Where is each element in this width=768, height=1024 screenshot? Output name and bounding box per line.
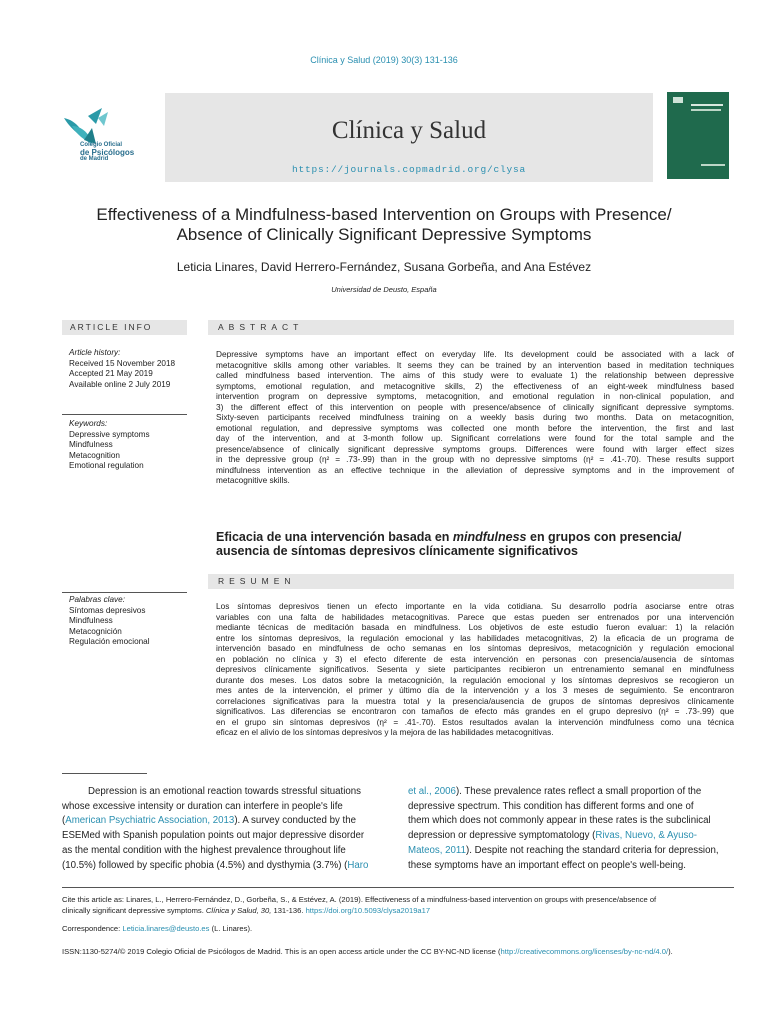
issn-license: ISSN:1130-5274/© 2019 Colegio Oficial de Psicólogos de Madrid. This is an open access article under the CC BY-NC-ND license (http://creativecommons.org/licenses/by-nc-nd/4.0/). bbox=[62, 947, 673, 956]
body-left-column: Depression is an emotional reaction towards stressful situations whose excessive intensity or duration can interfere in people's life (American Psychiatric Association, 2013). A survey conducted by the ESEMed with Spanish population points out major depressive disorder as the mental condition with the highest prevalence throughout life (10.5%) followed by specific phobia (4.5%) and dysthymia (3.7%) (Haro bbox=[62, 786, 369, 871]
abstract-header: ABSTRACT bbox=[208, 320, 734, 335]
citation-link[interactable]: et al., 2006 bbox=[408, 786, 456, 797]
divider bbox=[62, 887, 734, 888]
cite-as: Cite this article as: Linares, L., Herrero-Fernández, D., Gorbeña, S., & Estévez, A. (2019). Effectiveness of a mindfulness-based intervention on groups with presence/absence of clinically significant depressive symptoms. Clínica y Salud, 30, 131-136. https://doi.org/10.5093/clysa2019a17 bbox=[62, 895, 657, 915]
spanish-title: Eficacia de una intervención basada en mindfulness en grupos con presencia/ ausencia de síntomas depresivos clínicamente significativos bbox=[216, 530, 682, 558]
logo-text: Colegio Oficial de Psicólogos de Madrid bbox=[80, 142, 135, 162]
citation-link[interactable]: Mateos, 2011 bbox=[408, 844, 466, 856]
license-link[interactable]: http://creativecommons.org/licenses/by-nc-nd/4.0/ bbox=[500, 947, 669, 956]
citation-link[interactable]: Haro bbox=[347, 859, 369, 871]
citation-link[interactable]: Rivas, Nuevo, & Ayuso- bbox=[595, 830, 697, 842]
divider bbox=[62, 773, 147, 774]
correspondence: Correspondence: Leticia.linares@deusto.es (L. Linares). bbox=[62, 924, 253, 933]
palabras-clave: Palabras clave: Síntomas depresivos Mindfulness Metacognición Regulación emocional bbox=[69, 595, 150, 646]
article-title: Effectiveness of a Mindfulness-based Intervention on Groups with Presence/ Absence of Clinically Significant Depressive Symptoms bbox=[96, 205, 672, 244]
resumen-text: Los síntomas depresivos tienen un efecto importante en la vida cotidiana. Su desarrollo podría asociarse entre otras variables con una falta de habilidades metacognitivas. Parece que estas pueden ser entrenados por una intervención mediante técnicas de meditación basada en mindfulness. Los objetivos de este estudio fueron evaluar: 1) la relación entre los síntomas depresivos, la regulación emocional y las habilidades metacognitivas, 2) la eficacia de un programa de intervención basado en mindfulness de ocho semanas en los síntomas depresivos, metacognición y regulación emocional en población no clínica y 3) el efecto diferente de esta intervención en personas con presencia/ausencia de síntomas depresivos clínicamente significativos. Sesenta y siete participantes recibieron un entrenamiento semanal en mindfulness durante dos meses. Los datos sobre la metacognición, la regulación emocional y los síntomas depresivos se recogieron un mes antes de la intervención, el primer y último día de la intervención y a los 3 meses de seguimiento. Se encontraron correlaciones significativas para la muestra total y la presencia/ausencia de grupos de síntomas depresivos clínicamente significativos. Las diferencias se encontraron con tamaños de efecto más grandes en el grupo depresivo (η² = .73-.99) que en el grupo sin síntomas depresivos (η² = .41-.70). Estos resultados avalan la intervención mindfulness como una técnica eficaz en el alivio de los síntomas depresivos y la mejora de las habilidades metacognitivas. bbox=[216, 601, 734, 737]
citation-link[interactable]: American Psychiatric Association, 2013 bbox=[65, 815, 235, 827]
journal-url[interactable]: https://journals.copmadrid.org/clysa bbox=[291, 164, 527, 175]
journal-cover-image bbox=[667, 92, 729, 179]
divider bbox=[62, 592, 187, 593]
authors: Leticia Linares, David Herrero-Fernández, Susana Gorbeña, and Ana Estévez bbox=[176, 260, 592, 274]
article-info-header: ARTICLE INFO bbox=[62, 320, 187, 335]
email-link[interactable]: Leticia.linares@deusto.es bbox=[122, 924, 210, 933]
keywords: Keywords: Depressive symptoms Mindfulness Metacognition Emotional regulation bbox=[69, 419, 150, 470]
abstract-text: Depressive symptoms have an important effect on everyday life. Its development could be associated with a lack of metacognitive skills among other variables. It seems they can be trained by an intervention based in meditation techniques called mindfulness based intervention. The aims of this study were to evaluate 1) the relationship between depressive symptoms, emotional regulation, and metacognitive skills, 2) the effectiveness of an eight-week mindfulness based intervention program on depressive symptoms, metacognition, and emotional regulation in non-clinical population, and 3) the different effect of this intervention on people with presence/absence of clinically significant depressive symptoms. Sixty-seven participants received mindfulness training on a weekly basis during two months. Data on metacognition, emotional regulation, and depressive symptoms was collected one month before the intervention, the first and last day of the intervention, and at 3-month follow up. Significant correlations were found for the total sample and the presence/absence of clinically significant depressive symptoms groups. Differences were found with larger effect sizes in the depressive group (η² = .73-.99) than in the group with no depressive simptoms (η² = .41-.70). These results support mindfulness intervention as an effective technique in the alleviation of depressive symptoms and in the improvement of metacognitive skills. bbox=[216, 349, 734, 485]
affiliation: Universidad de Deusto, España bbox=[331, 285, 437, 294]
journal-citation: Clínica y Salud (2019) 30(3) 131-136 bbox=[310, 55, 458, 65]
journal-banner bbox=[165, 93, 653, 182]
article-history: Article history: Received 15 November 2018 Accepted 21 May 2019 Available online 2 July 2019 bbox=[69, 348, 176, 389]
doi-link[interactable]: https://doi.org/10.5093/clysa2019a17 bbox=[305, 906, 431, 915]
body-right-column: et al., 2006). These prevalence rates reflect a small proportion of the depressive spectrum. This condition has different forms and one of them which does not commonly appear in these rates is the subclinical depression or depressive symptomatology (Rivas, Nuevo, & Ayuso- Mateos, 2011). Despite not reaching the standard criteria for depression, these symptoms have an important effect on people's well-being. bbox=[408, 786, 719, 871]
divider bbox=[62, 414, 187, 415]
journal-title: Clínica y Salud bbox=[331, 117, 487, 144]
resumen-header: RESUMEN bbox=[208, 574, 734, 589]
